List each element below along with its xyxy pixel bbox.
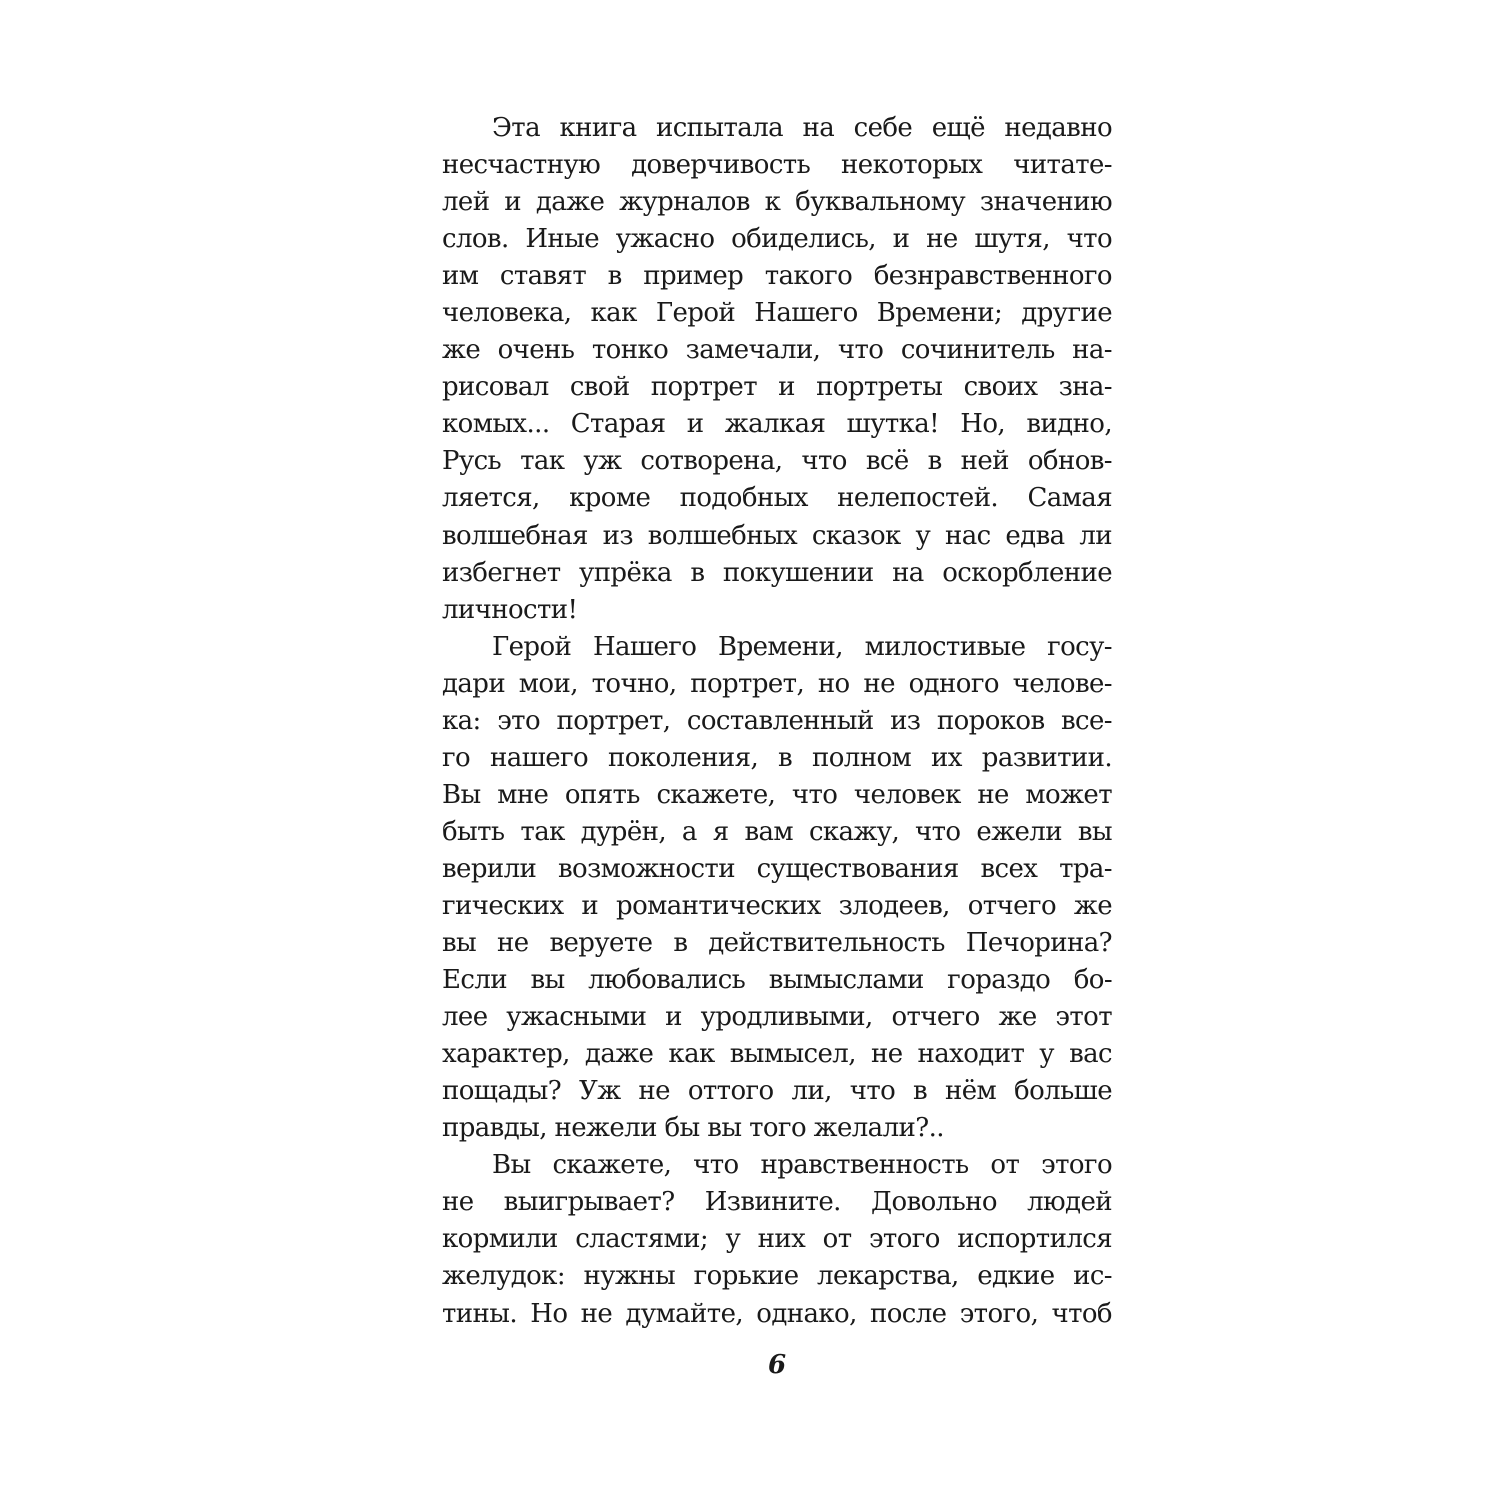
text-line: го нашего поколения, в полном их развитии.: [442, 742, 1112, 773]
text-line: Герой Нашего Времени, милостивые госу-: [492, 631, 1112, 662]
text-line: Если вы любовались вымыслами гораздо бо-: [442, 965, 1112, 996]
text-line: тины. Но не думайте, однако, после этого, чтоб: [442, 1298, 1112, 1329]
page-number: 6: [767, 1350, 787, 1380]
text-line: избегнет упрёка в покушении на оскорбление: [442, 557, 1112, 588]
text-line: гических и романтических злодеев, отчего же: [442, 890, 1112, 921]
text-line: вы не веруете в действительность Печорина?: [442, 928, 1112, 959]
text-line: желудок: нужны горькие лекарства, едкие ис-: [442, 1261, 1112, 1292]
text-line: несчастную доверчивость некоторых читате-: [442, 150, 1112, 181]
text-line: лей и даже журналов к буквальному значению: [442, 187, 1112, 218]
text-line: Вы мне опять скажете, что человек не может: [442, 779, 1112, 810]
text-line: Русь так уж сотворена, что всё в ней обнов-: [442, 446, 1112, 477]
text-line: ка: это портрет, составленный из пороков все-: [442, 705, 1112, 736]
text-line: рисовал свой портрет и портреты своих зна-: [442, 372, 1112, 403]
text-line: Эта книга испытала на себе ещё недавно: [492, 113, 1112, 143]
text-line: комых... Старая и жалкая шутка! Но, видно,: [442, 409, 1112, 440]
text-line: им ставят в пример такого безнравственного: [442, 261, 1112, 292]
book-page-text: [442, 110, 1112, 1333]
text-line: кормили сластями; у них от этого испортился: [442, 1224, 1112, 1255]
text-line: быть так дурён, а я вам скажу, что ежели вы: [442, 816, 1112, 847]
text-line: человека, как Герой Нашего Времени; другие: [442, 298, 1112, 329]
text-line: пощады? Уж не оттого ли, что в нём больше: [442, 1076, 1112, 1107]
text-line: Вы скажете, что нравственность от этого: [492, 1150, 1112, 1181]
text-line: правды, нежели бы вы того желали?..: [442, 1113, 944, 1144]
text-line: характер, даже как вымысел, не находит у вас: [442, 1039, 1112, 1070]
text-line: же очень тонко замечали, что сочинитель на-: [442, 335, 1112, 366]
text-line: дари мои, точно, портрет, но не одного челове-: [442, 668, 1112, 699]
text-line: волшебная из волшебных сказок у нас едва ли: [442, 520, 1112, 551]
text-line: слов. Иные ужасно обиделись, и не шутя, что: [442, 224, 1112, 255]
text-line: ляется, кроме подобных нелепостей. Самая: [442, 483, 1112, 514]
text-line: не выигрывает? Извините. Довольно людей: [442, 1187, 1112, 1218]
text-line: верили возможности существования всех тра-: [442, 853, 1112, 884]
text-line: лее ужасными и уродливыми, отчего же этот: [442, 1002, 1112, 1033]
text-line: личности!: [442, 594, 578, 625]
